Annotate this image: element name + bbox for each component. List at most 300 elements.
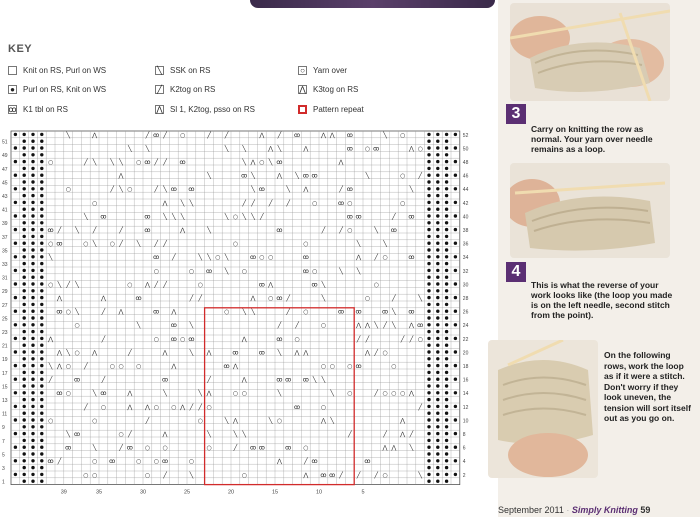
svg-text:⋀: ⋀ (180, 403, 186, 411)
row-number-right: 18 (462, 364, 469, 370)
svg-text:○: ○ (223, 308, 230, 316)
svg-text:○: ○ (179, 335, 186, 343)
svg-text:ꝏ: ꝏ (47, 227, 54, 234)
svg-text:⋀: ⋀ (206, 349, 212, 357)
svg-text:╲: ╲ (119, 159, 123, 166)
svg-text:╲: ╲ (391, 322, 396, 330)
svg-text:○: ○ (382, 390, 388, 398)
svg-text:ꝏ: ꝏ (320, 471, 327, 479)
svg-text:╱: ╱ (339, 186, 343, 194)
knitting-chart (0, 126, 498, 509)
svg-text:╲: ╲ (391, 308, 396, 316)
svg-text:ꝏ: ꝏ (47, 458, 54, 466)
svg-text:ꝏ: ꝏ (170, 322, 177, 330)
svg-text:╲: ╲ (224, 254, 229, 262)
svg-text:ꝏ: ꝏ (153, 254, 160, 262)
key-label: Knit on RS, Purl on WS (23, 66, 107, 75)
svg-text:╱: ╱ (57, 227, 62, 234)
svg-text:○: ○ (144, 444, 151, 452)
svg-text:ꝏ: ꝏ (373, 145, 380, 153)
svg-text:╲: ╲ (330, 417, 335, 425)
row-number-right: 48 (462, 160, 469, 166)
key-title: KEY (8, 43, 33, 55)
svg-text:╲: ╲ (110, 159, 115, 166)
svg-text:⋀: ⋀ (127, 390, 133, 398)
svg-text:○: ○ (267, 295, 274, 302)
row-number-left: 39 (2, 221, 8, 228)
row-number-left: 17 (2, 370, 8, 377)
svg-text:○: ○ (47, 240, 54, 248)
svg-text:ꝏ: ꝏ (355, 213, 362, 221)
svg-text:╱: ╱ (198, 295, 203, 302)
svg-text:○: ○ (320, 322, 327, 330)
svg-text:ꝏ: ꝏ (276, 376, 283, 384)
svg-text:⋀: ⋀ (303, 471, 309, 479)
row-number-left: 37 (2, 234, 8, 241)
svg-text:○: ○ (135, 458, 142, 466)
svg-text:ꝏ: ꝏ (408, 308, 415, 316)
slash-icon: ╱ (155, 85, 164, 94)
svg-text:╲: ╲ (75, 227, 79, 234)
row-number-right: 24 (462, 323, 469, 330)
svg-text:⋀: ⋀ (92, 131, 98, 139)
row-number-left: 9 (2, 425, 5, 432)
svg-text:○: ○ (417, 145, 423, 153)
svg-text:╲: ╲ (224, 145, 229, 153)
svg-text:⋀: ⋀ (400, 417, 406, 425)
svg-text:ꝏ: ꝏ (135, 295, 142, 302)
stitch-number: 5 (361, 489, 365, 496)
circle-icon: ○ (298, 66, 307, 75)
svg-text:⋀: ⋀ (276, 172, 282, 180)
svg-text:╱: ╱ (339, 471, 343, 479)
key-item-k1tbl (8, 105, 68, 114)
svg-text:╱: ╱ (83, 159, 88, 166)
svg-text:ꝏ: ꝏ (346, 131, 353, 139)
svg-text:╱: ╱ (391, 213, 396, 221)
svg-text:○: ○ (382, 471, 388, 479)
row-number-left: 11 (2, 411, 8, 418)
svg-text:○: ○ (118, 363, 124, 370)
svg-text:╱: ╱ (163, 281, 167, 289)
svg-text:╱: ╱ (154, 186, 159, 194)
svg-text:╱: ╱ (400, 335, 405, 343)
svg-text:╲: ╲ (57, 281, 62, 289)
svg-text:ꝏ: ꝏ (223, 363, 230, 370)
svg-text:○: ○ (135, 159, 142, 166)
row-number-right: 12 (462, 404, 469, 411)
svg-text:ꝏ: ꝏ (258, 281, 265, 289)
svg-text:╲: ╲ (66, 131, 71, 139)
svg-text:ꝏ: ꝏ (249, 254, 257, 262)
svg-text:○: ○ (188, 267, 195, 275)
svg-text:ꝏ: ꝏ (276, 227, 283, 234)
svg-text:╲: ╲ (242, 145, 247, 153)
row-number-left: 19 (2, 357, 8, 364)
svg-text:○: ○ (232, 390, 239, 398)
svg-text:╱: ╱ (207, 376, 211, 384)
svg-text:ꝏ: ꝏ (390, 227, 397, 234)
svg-text:○: ○ (206, 403, 212, 411)
key-label: K3tog on RS (313, 85, 359, 94)
svg-text:○: ○ (320, 363, 327, 370)
svg-text:○: ○ (83, 240, 89, 248)
row-number-right: 44 (462, 187, 469, 194)
svg-text:ꝏ: ꝏ (73, 376, 81, 384)
row-number-right: 4 (462, 459, 466, 466)
svg-text:╱: ╱ (154, 240, 159, 248)
svg-text:╱: ╱ (189, 403, 194, 411)
svg-text:╱: ╱ (347, 431, 352, 438)
svg-text:⋀: ⋀ (56, 349, 62, 357)
svg-text:ꝏ: ꝏ (293, 403, 301, 411)
key-label: Yarn over (313, 66, 348, 75)
svg-text:⋀: ⋀ (338, 159, 344, 166)
svg-text:╲: ╲ (92, 444, 97, 452)
row-number-left: 41 (2, 207, 8, 214)
svg-text:╲: ╲ (418, 295, 423, 302)
svg-text:ꝏ: ꝏ (285, 376, 292, 384)
svg-text:○: ○ (329, 363, 335, 370)
svg-text:╲: ╲ (268, 417, 273, 425)
svg-text:╲: ╲ (233, 431, 238, 438)
key-label: Pattern repeat (313, 105, 364, 114)
svg-text:╲: ╲ (92, 240, 97, 248)
svg-text:⋀: ⋀ (92, 349, 98, 357)
row-number-left: 23 (2, 330, 8, 336)
svg-text:ꝏ: ꝏ (293, 131, 301, 139)
svg-text:╱: ╱ (374, 390, 379, 398)
svg-text:╲: ╲ (207, 172, 211, 180)
svg-text:╲: ╲ (356, 240, 361, 248)
svg-text:○: ○ (135, 363, 142, 370)
svg-text:○: ○ (47, 281, 54, 289)
svg-text:╱: ╱ (391, 295, 396, 302)
svg-text:ꝏ: ꝏ (276, 295, 283, 302)
svg-text:╲: ╲ (48, 363, 53, 370)
svg-text:ꝏ: ꝏ (56, 308, 63, 316)
row-number-left: 13 (2, 398, 8, 404)
svg-text:⋀: ⋀ (241, 376, 247, 384)
svg-text:⋀: ⋀ (250, 295, 256, 302)
key-item-yo (298, 66, 347, 75)
row-number-right: 30 (462, 282, 469, 289)
svg-text:╱: ╱ (83, 403, 88, 411)
svg-text:╲: ╲ (163, 213, 167, 221)
row-number-left: 21 (2, 343, 8, 350)
svg-text:╱: ╱ (92, 227, 97, 234)
svg-text:○: ○ (91, 417, 98, 425)
svg-text:ꝏ: ꝏ (355, 308, 362, 316)
row-number-right: 36 (462, 241, 469, 248)
svg-text:╱: ╱ (374, 254, 379, 262)
svg-text:⋀: ⋀ (232, 363, 238, 370)
row-number-right: 20 (462, 350, 469, 357)
svg-text:╱: ╱ (286, 295, 291, 302)
svg-text:╱: ╱ (198, 403, 203, 411)
svg-text:ꝏ: ꝏ (276, 159, 283, 166)
row-number-right: 14 (462, 391, 469, 398)
svg-text:ꝏ: ꝏ (109, 458, 116, 466)
svg-text:⋀: ⋀ (100, 295, 106, 302)
row-number-right: 32 (462, 268, 469, 275)
svg-text:⋀: ⋀ (259, 131, 265, 139)
svg-text:╲: ╲ (374, 227, 379, 234)
svg-text:○: ○ (294, 335, 300, 343)
svg-text:╱: ╱ (365, 335, 370, 343)
svg-text:ꝏ: ꝏ (179, 159, 186, 166)
svg-text:⋀: ⋀ (144, 281, 150, 289)
row-number-left: 27 (2, 302, 8, 309)
row-number-left: 35 (2, 248, 8, 255)
svg-text:╱: ╱ (418, 403, 423, 411)
svg-text:⋀: ⋀ (144, 403, 150, 411)
row-number-left: 25 (2, 316, 8, 323)
svg-text:○: ○ (65, 308, 71, 316)
svg-text:╱: ╱ (83, 363, 88, 370)
svg-text:╲: ╲ (189, 471, 194, 479)
svg-text:ꝏ: ꝏ (417, 322, 424, 330)
svg-text:╱: ╱ (286, 199, 291, 207)
svg-text:○: ○ (47, 159, 54, 166)
svg-text:╱: ╱ (163, 240, 167, 248)
svg-text:ꝏ: ꝏ (346, 145, 353, 153)
row-number-right: 42 (462, 200, 469, 207)
svg-text:⋀: ⋀ (382, 444, 388, 452)
key-label: SSK on RS (170, 66, 211, 75)
svg-text:╱: ╱ (374, 349, 379, 357)
svg-text:╱: ╱ (163, 159, 167, 166)
svg-text:ꝏ: ꝏ (188, 335, 195, 343)
svg-text:╱: ╱ (101, 335, 106, 343)
svg-text:╲: ╲ (251, 213, 255, 221)
svg-text:╱: ╱ (127, 349, 132, 357)
svg-text:╲: ╲ (365, 172, 370, 180)
svg-text:○: ○ (109, 240, 115, 248)
svg-text:ꝏ: ꝏ (381, 308, 389, 316)
svg-text:ꝏ: ꝏ (258, 349, 265, 357)
photo-step-4 (510, 163, 670, 258)
photo-step-5 (488, 340, 598, 478)
svg-text:ꝏ: ꝏ (364, 458, 371, 466)
row-number-left: 49 (2, 153, 8, 160)
svg-text:╱: ╱ (163, 471, 167, 479)
step-3-badge: 3 (506, 104, 526, 124)
svg-text:ꝏ: ꝏ (311, 172, 318, 180)
svg-text:╲: ╲ (374, 322, 379, 330)
svg-text:╲: ╲ (48, 254, 53, 262)
svg-text:╲: ╲ (83, 213, 88, 221)
step-5-text: On the following rows, work the loop as if it were a stitch. Don't worry if they look uneven, the tension will sort itself out as you go on. (604, 350, 691, 423)
svg-text:╲: ╲ (198, 390, 203, 398)
svg-text:╲: ╲ (224, 213, 229, 221)
svg-text:╱: ╱ (409, 431, 414, 438)
svg-text:⋀: ⋀ (162, 431, 168, 438)
svg-text:○: ○ (118, 431, 124, 438)
svg-text:○: ○ (153, 403, 159, 411)
svg-text:╲: ╲ (66, 349, 71, 357)
svg-text:ꝏ: ꝏ (153, 131, 160, 139)
svg-text:○: ○ (347, 390, 353, 398)
svg-text:ꝏ: ꝏ (408, 254, 415, 262)
svg-text:╲: ╲ (92, 390, 97, 398)
svg-text:ꝏ: ꝏ (73, 431, 81, 438)
row-number-left: 43 (2, 194, 8, 200)
svg-text:ꝏ: ꝏ (408, 213, 415, 221)
svg-text:ꝏ: ꝏ (302, 172, 309, 180)
svg-text:╱: ╱ (119, 240, 123, 248)
svg-text:ꝏ: ꝏ (337, 199, 345, 207)
svg-text:╲: ╲ (207, 254, 211, 262)
svg-text:╲: ╲ (224, 417, 229, 425)
footer-brand: Simply Knitting (571, 505, 638, 515)
svg-text:⋀: ⋀ (171, 308, 177, 316)
row-number-left: 31 (2, 275, 8, 282)
svg-text:╲: ╲ (163, 390, 167, 398)
svg-text:╱: ╱ (286, 308, 291, 316)
svg-text:╲: ╲ (163, 186, 167, 194)
svg-text:╱: ╱ (268, 199, 273, 207)
yarn-photo-strip (250, 0, 495, 8)
svg-text:⋀: ⋀ (250, 159, 256, 166)
svg-text:╲: ╲ (321, 376, 326, 384)
svg-text:○: ○ (153, 458, 159, 466)
svg-text:○: ○ (144, 471, 151, 479)
svg-text:ꝏ: ꝏ (355, 363, 362, 370)
svg-text:╱: ╱ (242, 199, 247, 207)
row-number-right: 2 (462, 472, 466, 479)
svg-text:ꝏ: ꝏ (144, 213, 151, 221)
svg-text:ꝏ: ꝏ (126, 444, 133, 452)
svg-text:○: ○ (320, 403, 327, 411)
svg-text:╱: ╱ (189, 295, 194, 302)
row-number-left: 51 (2, 139, 8, 146)
footer-page-number: 59 (640, 505, 651, 515)
svg-text:ꝏ: ꝏ (100, 390, 107, 398)
svg-text:○: ○ (197, 417, 203, 425)
svg-text:╲: ╲ (180, 213, 185, 221)
svg-text:╲: ╲ (251, 308, 255, 316)
svg-text:╲: ╲ (207, 227, 211, 234)
svg-text:ꝏ: ꝏ (161, 458, 169, 466)
row-number-left: 3 (2, 466, 5, 472)
svg-text:╲: ╲ (286, 186, 291, 194)
svg-text:╱: ╱ (321, 227, 326, 234)
svg-text:○: ○ (259, 254, 265, 262)
svg-text:ꝏ: ꝏ (241, 172, 248, 180)
svg-text:ꝏ: ꝏ (329, 471, 336, 479)
row-number-right: 34 (462, 255, 469, 262)
svg-text:╲: ╲ (268, 159, 273, 166)
svg-text:╱: ╱ (259, 213, 264, 221)
svg-text:╲: ╲ (295, 172, 299, 180)
svg-text:○: ○ (74, 349, 80, 357)
svg-text:⋀: ⋀ (294, 349, 300, 357)
page-footer: September 2011 · Simply Knitting 59 (498, 505, 651, 515)
svg-text:⋀: ⋀ (268, 145, 274, 153)
svg-text:╲: ╲ (356, 267, 361, 275)
svg-text:╱: ╱ (48, 376, 53, 384)
row-number-right: 50 (462, 146, 469, 153)
svg-text:○: ○ (100, 403, 107, 411)
svg-text:╱: ╱ (207, 131, 211, 139)
svg-text:ꝏ: ꝏ (346, 186, 353, 194)
dot-icon: ● (8, 85, 17, 94)
svg-text:○: ○ (215, 254, 221, 262)
triple-decrease-icon: ⋀ (299, 85, 306, 94)
svg-text:⋀: ⋀ (127, 403, 133, 411)
svg-text:╱: ╱ (119, 444, 123, 452)
stitch-number: 39 (60, 489, 67, 496)
key-label: Purl on RS, Knit on WS (23, 85, 107, 94)
svg-text:╱: ╱ (154, 159, 159, 166)
svg-text:⋀: ⋀ (268, 281, 274, 289)
svg-text:○: ○ (232, 213, 239, 221)
row-number-right: 46 (462, 173, 469, 180)
svg-text:○: ○ (162, 444, 168, 452)
svg-text:○: ○ (153, 267, 159, 275)
svg-text:○: ○ (171, 403, 177, 411)
svg-text:○: ○ (65, 363, 71, 370)
svg-text:╲: ╲ (339, 267, 343, 275)
svg-text:○: ○ (399, 199, 406, 207)
svg-text:⋀: ⋀ (118, 308, 124, 316)
svg-text:○: ○ (364, 145, 371, 153)
row-number-right: 28 (462, 296, 469, 302)
svg-text:╲: ╲ (409, 444, 414, 452)
svg-text:○: ○ (127, 281, 133, 289)
svg-text:╱: ╱ (57, 458, 62, 466)
svg-text:○: ○ (267, 254, 274, 262)
svg-text:⋀: ⋀ (206, 390, 212, 398)
key-label: K1 tbl on RS (23, 105, 68, 114)
svg-text:╲: ╲ (277, 145, 282, 153)
svg-text:⋀: ⋀ (276, 458, 282, 466)
svg-text:○: ○ (91, 458, 98, 466)
svg-text:○: ○ (347, 363, 353, 370)
row-number-right: 6 (462, 445, 466, 452)
svg-text:⋀: ⋀ (356, 254, 362, 262)
svg-text:⋀: ⋀ (303, 186, 309, 194)
svg-text:╲: ╲ (224, 267, 229, 275)
svg-text:╲: ╲ (321, 295, 326, 302)
footer-date: September 2011 (498, 505, 564, 515)
svg-text:ꝏ: ꝏ (337, 308, 345, 316)
tutorial-panel (498, 0, 700, 517)
svg-text:╱: ╱ (277, 131, 282, 139)
row-number-left: 1 (2, 479, 5, 486)
svg-text:○: ○ (347, 199, 353, 207)
svg-text:○: ○ (153, 335, 159, 343)
svg-text:○: ○ (91, 199, 98, 207)
svg-text:╲: ╲ (330, 390, 335, 398)
svg-text:ꝏ: ꝏ (188, 186, 195, 194)
svg-text:⋀: ⋀ (303, 145, 309, 153)
double-decrease-icon: ⋀ (156, 105, 163, 114)
svg-text:╲: ╲ (75, 281, 79, 289)
svg-text:⋀: ⋀ (118, 172, 124, 180)
svg-text:╱: ╱ (356, 335, 361, 343)
row-number-left: 5 (2, 452, 5, 459)
red-square-icon (298, 105, 307, 114)
svg-text:○: ○ (347, 227, 353, 234)
svg-text:╲: ╲ (251, 186, 255, 194)
svg-text:○: ○ (91, 471, 98, 479)
svg-text:╲: ╲ (189, 199, 194, 207)
svg-text:╲: ╲ (145, 145, 150, 153)
row-number-right: 38 (462, 228, 469, 234)
svg-text:ꝏ: ꝏ (232, 349, 239, 357)
